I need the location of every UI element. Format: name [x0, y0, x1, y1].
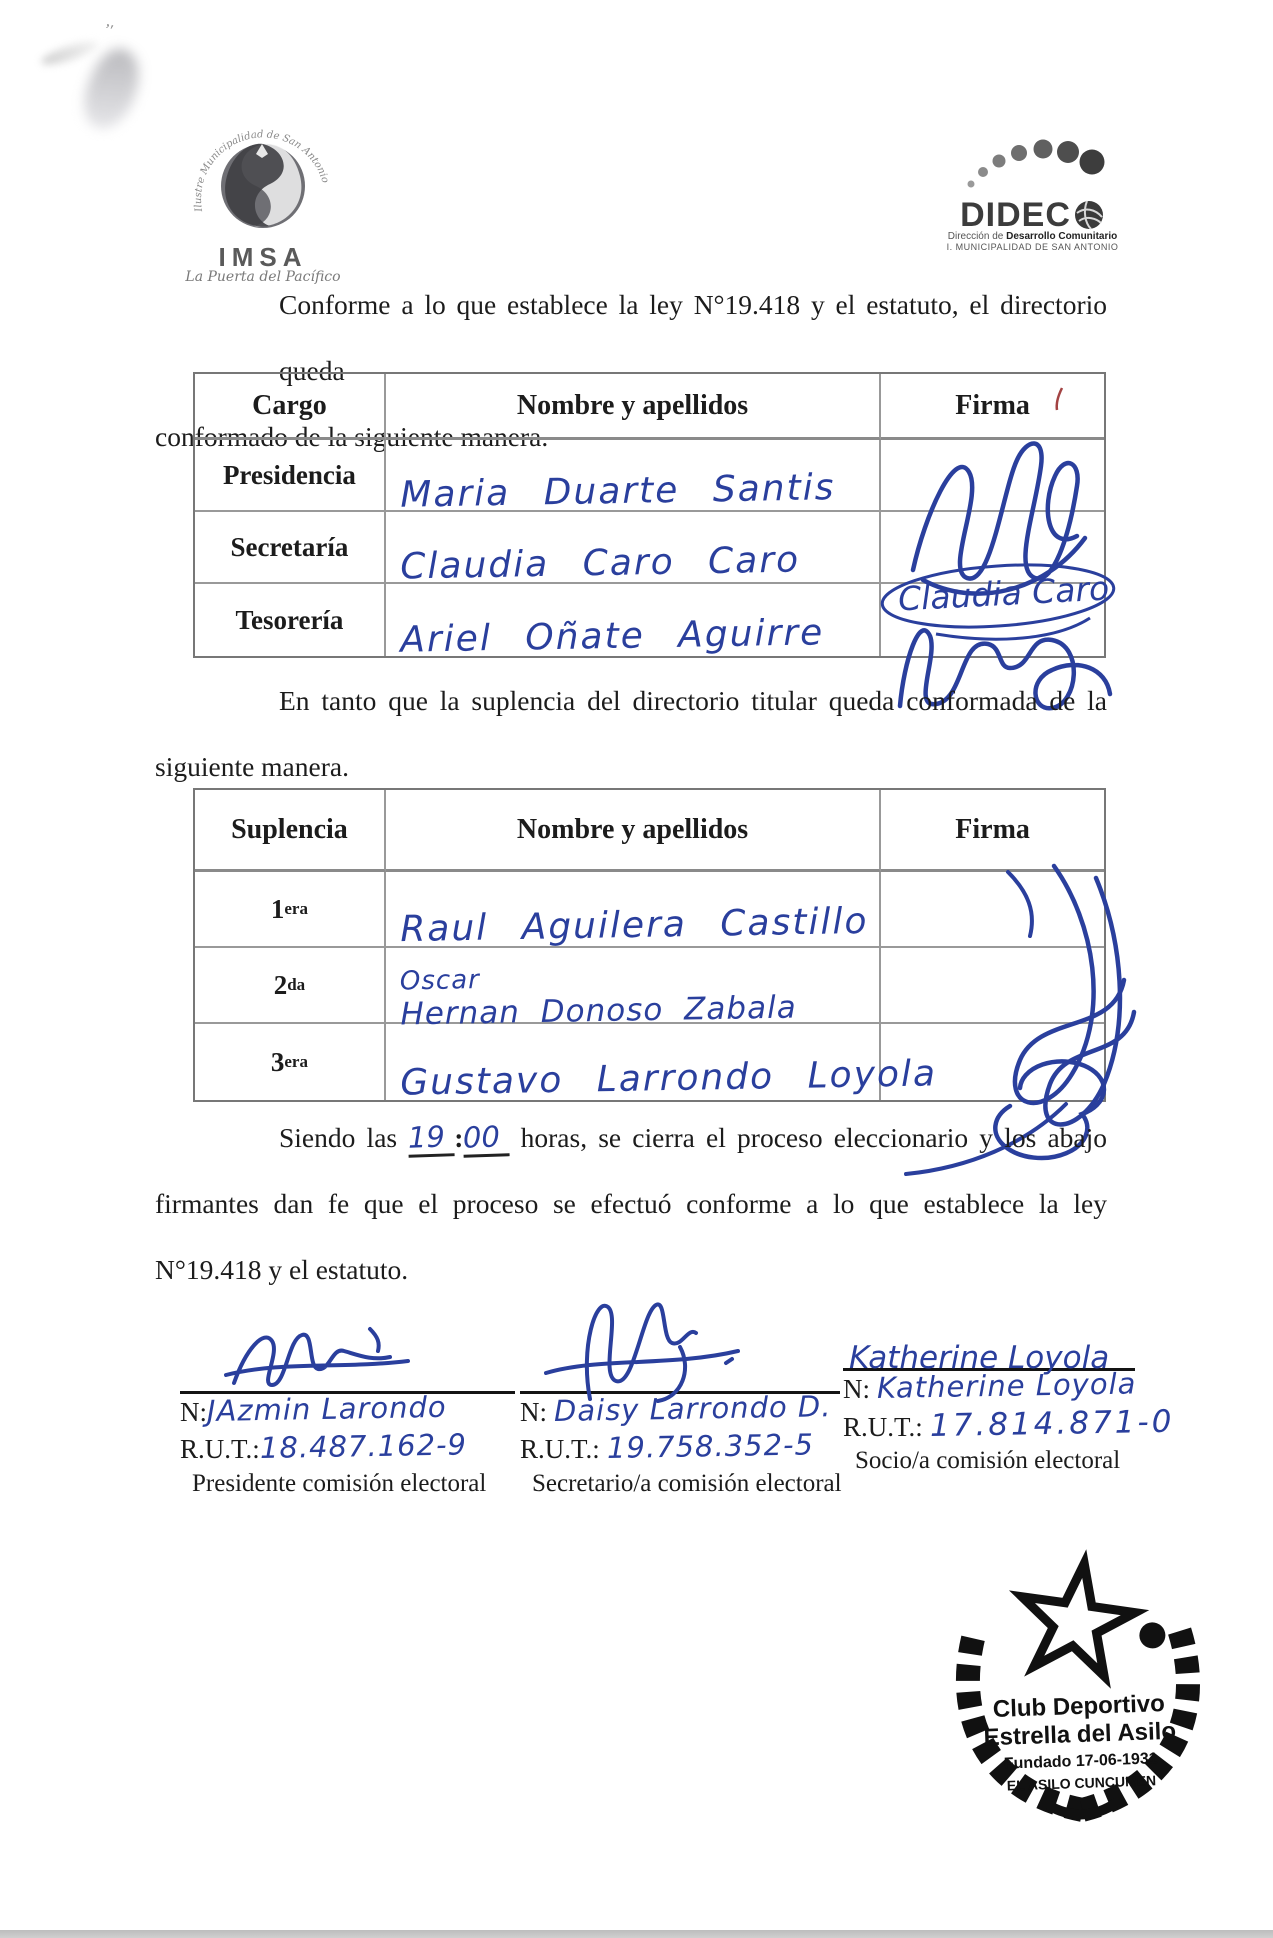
handwritten-name: Raul Aguilera Castillo — [399, 900, 869, 950]
closing-line-3: N°19.418 y el estatuto. — [155, 1254, 409, 1285]
closing-line-1: Siendo las 19 :00 horas, se cierra el proceso eleccionario y los abajo — [155, 1105, 1107, 1171]
header-cell-cargo: Cargo — [195, 374, 386, 440]
nombre-cell — [386, 584, 881, 661]
nombre-cell — [386, 440, 881, 516]
signature-zone — [520, 1315, 840, 1391]
imsa-slogan: La Puerta del Pacífico — [185, 269, 341, 285]
cargo-cell: Tesorería — [195, 584, 386, 656]
n-value: JAzmin Larondo — [206, 1389, 447, 1428]
signature-scribble — [530, 1287, 750, 1407]
middle-line-1: En tanto que la suplencia del directorio titular queda conformada de la — [279, 685, 1107, 716]
n-value: Katherine Loyola — [876, 1366, 1137, 1405]
nombre-cell — [386, 872, 881, 948]
dideco-globe-o-icon — [1073, 199, 1105, 231]
stamp-star-icon — [1021, 1562, 1137, 1679]
scan-artifact-smudge — [73, 42, 150, 136]
role-label: Secretario/a comisión electoral — [532, 1470, 842, 1497]
header-cell-firma: Firma — [881, 374, 1104, 440]
imsa-acronym: IMSA — [218, 242, 308, 272]
stamp-dot — [1139, 1622, 1166, 1649]
nombre-cell — [386, 948, 881, 1033]
nombre-cell — [386, 512, 881, 587]
dideco-subtitle-1: Dirección de Desarrollo Comunitario — [947, 231, 1118, 242]
signature-zone — [843, 1302, 1135, 1376]
handwritten-name: Maria Duarte Santis — [399, 466, 836, 516]
committee-signature-block-socio — [843, 1302, 1175, 1475]
rut-value: 17.814.871-0 — [929, 1403, 1175, 1444]
rut-label: R.U.T.: — [520, 1434, 600, 1464]
closing-paragraph — [155, 1105, 1107, 1303]
role-label: Socio/a comisión electoral — [855, 1447, 1121, 1474]
imsa-ring-text: Ilustre Municipalidad de San Antonio — [192, 129, 331, 213]
header-cell-nombre: Nombre y apellidos — [386, 374, 881, 440]
handwritten-name: Oscar Hernan Donoso Zabala — [399, 965, 797, 1033]
middle-line-2: siguiente manera. — [155, 751, 349, 782]
committee-signature-block-secretario — [520, 1315, 840, 1498]
role-label: Presidente comisión electoral — [192, 1470, 487, 1497]
header-cell-nombre: Nombre y apellidos — [386, 790, 881, 872]
dideco-logo — [925, 132, 1140, 252]
dideco-wordmark: DIDEC — [925, 199, 1140, 231]
scan-artifact-smudge — [39, 37, 100, 69]
scanner-edge-bar — [0, 1930, 1273, 1938]
club-stamp — [923, 1533, 1233, 1833]
rut-value: 18.487.162-9 — [259, 1427, 467, 1465]
cargo-cell: Presidencia — [195, 440, 386, 512]
cargo-cell: Secretaría — [195, 512, 386, 584]
rut-value: 19.758.352-5 — [606, 1427, 814, 1465]
orden-cell: 3 era — [195, 1024, 386, 1100]
signature-text: Claudia Caro — [897, 568, 1111, 619]
signature-scribble — [220, 1321, 420, 1399]
orden-cell: 1 era — [195, 872, 386, 948]
intro-line-1: Conforme a lo que establece la ley N°19.418 y el estatuto, el directorio queda — [279, 289, 1107, 386]
n-value: Daisy Larrondo D. — [553, 1389, 832, 1428]
stamp-line-2: Estrella del Asilo — [983, 1717, 1177, 1752]
scan-artifact-mark: ’′ — [102, 21, 115, 40]
time-hour-blank: 19 — [408, 1119, 455, 1158]
header-cell-firma: Firma — [881, 790, 1104, 872]
pen-mark — [1048, 386, 1068, 412]
dideco-dots-icon — [925, 132, 1140, 194]
time-minutes-blank: 00 — [463, 1119, 510, 1158]
committee-signature-block-presidente — [180, 1325, 515, 1498]
header-cell-suplencia: Suplencia — [195, 790, 386, 872]
intro-line-2: conformado de la siguiente manera. — [155, 421, 549, 452]
n-label: N: — [520, 1397, 547, 1427]
orden-cell: 2 da — [195, 948, 386, 1024]
signature-zone — [180, 1325, 515, 1391]
rut-label: R.U.T.: — [843, 1412, 923, 1442]
n-label: N: — [180, 1397, 207, 1427]
handwritten-name: Claudia Caro Caro — [399, 539, 801, 587]
signature-handwritten-name: Katherine Loyola — [849, 1340, 1110, 1376]
nombre-cell — [386, 1024, 938, 1104]
stamp-line-3: Fundado 17-06-1931 — [1003, 1750, 1158, 1773]
stamp-line-1: Club Deportivo — [992, 1689, 1166, 1723]
dideco-subtitle-2: I. MUNICIPALIDAD DE SAN ANTONIO — [946, 242, 1119, 252]
imsa-emblem-icon — [168, 110, 358, 240]
imsa-logo — [168, 110, 358, 285]
rut-label: R.U.T.: — [180, 1434, 260, 1464]
handwritten-name: Ariel Oñate Aguirre — [399, 611, 825, 661]
stamp-line-4: EL ASILO CUNCUMEN — [1006, 1772, 1157, 1794]
closing-line-2: firmantes dan fe que el proceso se efectuó conforme a lo que establece la ley — [155, 1188, 1107, 1219]
middle-paragraph — [155, 668, 1107, 800]
handwritten-name: Gustavo Larrondo Loyola — [399, 1052, 938, 1104]
n-label: N: — [843, 1374, 870, 1404]
